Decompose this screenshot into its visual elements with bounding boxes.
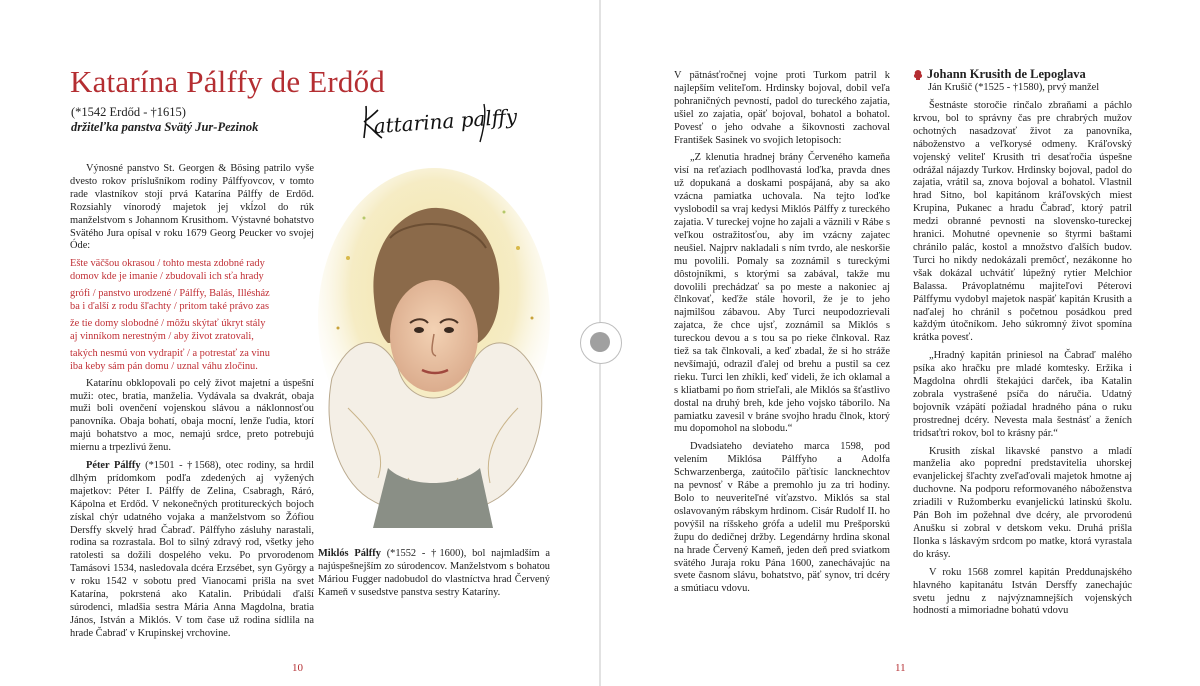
portrait-caption [318,548,550,600]
right-column-1 [674,70,890,601]
page-number-left: 10 [292,662,303,674]
poem-line: ba i ďalší z rodu šľachty / pritom také právo zas [70,301,270,313]
krusith-paragraph: Šestnáste storočie rinčalo zbraňami a páchlo krvou, bol to správny čas pre chrabrých mužov ochotných nasadzovať život za panovníka, náboženstvo a veľkorysé odmeny. Kráľovský vojenský veliteľ Krusith tri desaťročia úspešne odrážal nájazdy Turkov. Hrdinsky bojoval, padol do zajatia, vrátil sa, znova bojoval a bohatol. Vlastnil hrad Sitno, bol kapitánom kráľovských miest Krupina, Pukanec a hradu Čabraď, ktorý patril medzi obranné pevnosti na slovensko-tureckej hranici. Mohutné opevnenie so štyrmi baštami chránilo palác, kostol a množstvo ďalších budov. Turci ho nikdy nedokázali premôcť, nezákonne ho však dokázal uchvátiť lúpežný rytier Melchior Balassa. Právoplatnému majiteľovi Péterovi Pálffymu vydobyl majetok naspäť kapitán Krusith a naďalej ho chránil s početnou posádkou pred každým útočníkom. Jeho súkromný život spomína krátka povesť. [913,100,1132,344]
page-number-right: 11 [895,662,906,674]
poem-quote [70,258,314,373]
dersffy-paragraph: V roku 1568 zomrel kapitán Preddunajského hlavného kapitanátu István Dersffy zanechajúc svetu jednu z najvýznamnejších vojenských hodností a mimoriadne bohatú vdovu [913,566,1132,617]
poem-line: iba keby sám pán domu / uznal váhu zločinu. [70,360,258,372]
right-page [601,0,1200,686]
father-name: Péter Pálffy [86,460,141,472]
role-subtitle: držiteľka panstva Svätý Jur-Pezinok [71,120,259,134]
section-title: Johann Krusith de Lepoglava [927,67,1086,81]
section-subtitle: Ján Krušič (*1525 - †1580), prvý manžel [928,82,1100,93]
miklos-paragraph: V pätnásťročnej vojne proti Turkom patril k najlepším veliteľom. Hrdinsky bojoval, dobil veľa pohraničných pevností, padol do tureckého zajatia, ušiel zo zajatia, opäť bojoval, bohatol a bohatol. Povesť o jeho odvahe a šikovnosti zachoval František Sasinek vo svojich letopisoch: [674,70,890,146]
caption-name: Miklós Pálffy [318,548,381,559]
binding-ring-center [590,332,610,352]
poem-line: grófi / panstvo urodzené / Pálffy, Balás, Illésház [70,288,270,300]
poem-line: že tie domy slobodné / môžu skýtať úkryt stály [70,317,266,329]
poem-line: takých nesmú von vydrapiť / a potrestať za vinu [70,347,270,359]
family-paragraph: Katarínu obklopovali po celý život majetní a úspešní muži: otec, bratia, manželia. Vydávala sa dvakrát, obaja muži boli ovenčení vojenskou slávou a náklonnosťou panovníka. Obaja bohatí, obaja mocní, lenže ľudia, ktorí majú bohatstvo a moc, nemajú srdce, preto potrebujú miernu a trpezlivú ženu. [70,377,314,454]
dog-quote: „Hradný kapitán priniesol na Čabraď malého psíka ako hračku pre mladé komtesky. Eržika i Magdolna ohrdli štekajúci darček, iba Katalin zobrala vystrašené psíča do náručia. Udatný bojovník vzápätí požiadal hradného pána o ruku prostrednej dcéry. Nevesta mala šestnásť a ženích tridsaťtri rokov, bol to krásny pár.“ [913,350,1132,439]
father-paragraph [70,460,314,641]
father-text: (*1501 - †1568), otec rodiny, sa hrdil dlhým prídomkom podľa zdedených aj vyžených majetkov: Péter I. Pálffy de Zelina, Csabragh, Ráró, Kápolna et Erdőd. V nekonečných protitureckých bojoch získal chýr udatného vojaka a manželstvom so Žófiou Dersffy skvelý hrad Čabraď. Pálffyho zásluhy narastali, rodina sa rozrastala. Bol to silný zdravý rod, všetky jeho ratolesti sa dožili dospelého veku. Po prvorodenom Tamásovi 1534, nasledovala dcéra Erzsébet, syn György a v roku 1542 v sobotu pred Vianocami prišla na svet Katarína, pokrstená ako Katalin. Pribúdali ďalší súrodenci, mladšia sestra Mária Anna Magdolna, bratia János, István a Miklós. V tom čase už rodina sídlila na hrade Čabraď v Krupinskej vrchovine. [70,460,314,639]
poem-line: Ešte väčšou okrasou / tohto mesta zdobné rady [70,258,265,270]
caption-rest: (*1552 - †1600), bol najmladším a najúspešnejším zo súrodencov. Manželstvom s bohatou Máriou Fugger nadobudol do vlastníctva hrad Červený Kameň v susedstve panstva sestry Kataríny. [318,548,551,598]
page-title: Katarína Pálffy de Erdőd [70,64,385,99]
rab-paragraph: Dvadsiateho deviateho marca 1598, pod velením Miklósa Pálffyho a Adolfa Schwarzenberga, zaútočilo päťtisíc lancknechtov na pevnosť v Rábe a premohlo ju za tri hodiny. Bolo to neuveriteľné víťazstvo. Miklós sa stal oslavovaným rábskym hrdinom. Cisár Rudolf II. ho povýšil na ríšskeho grófa a udelil mu Prešporskú župu do dedičnej držby. Legendárny hrdina skonal na hrade Červený Kameň, jeden deň pred sviatkom svätého Juraja roku Pána 1600, zanechávajúc na svete časnom slávu, bohatstvo, päť synov, tri dcéry a smútiacu vdovu. [674,441,890,595]
life-dates: (*1542 Erdőd - †1615) [71,105,186,119]
portrait-illustration [318,178,550,528]
poem-line: aj vinníkom nerestným / aby život zratovali, [70,330,254,342]
rose-icon [912,69,924,81]
signature-image [360,98,518,144]
intro-paragraph: Výnosné panstvo St. Georgen & Bösing patrilo vyše dvesto rokov príslušníkom rodiny Pálffyovcov, v tomto rade vlastníkov stojí prvá Katarína Pálffy de Erdőd. Rozsiahly vínorodý majetok jej vkĺzol do rúk manželstvom s Johannom Krusithom. Výstavné bohatstvo Svätého Jura opísal v roku 1679 Georg Peucker vo svojej Óde: [70,163,314,252]
caption-text [318,548,550,600]
svg-text:attarina palffy: attarina palffy [372,104,518,139]
marriage-paragraph: Krusith získal likavské panstvo a mladí manželia ako poprední predstavitelia uhorskej evanjelickej šľachty zveľaďovali majetok hmotne aj duchovne. Na podporu reformovaného náboženstva zriadili v Ružomberku evanjelickú latinskú školu. Pán Boh im požehnal dve dcéry, ale prvorodenú Anušku si zobral v detskom veku. Druhá prišla Ilonka s láskavým srdcom po matke, ktorá vyrastala do krásy. [913,445,1132,560]
right-column-2 [913,100,1132,623]
sasinek-quote: „Z klenutia hradnej brány Červeného kameňa visí na reťaziach podlhovastá loďka, pravda dnes už dopukaná a doskami pospájaná, aby sa ako vzácna pamiatka uchovala. Na tejto loďke vyslobodil sa vraj kedysi Miklós Pálffy z tureckého zajatia. V tureckej vojne ho zajali a väznili v Rábe s veľkou ostražitosťou, aby im vzácny zajatec neušiel. Najprv nakladali s ním tvrdo, ale neskoršie mu povolili. Pomaly sa zoznámil s tureckými dôstojníkmi, s ktorými sa zabával, takže mu dovolili prechádzať sa po meste a nakoniec aj člnkovať, keďže stále hovoril, že je to jeho najmilšou zábavou. Aby Turci neupodozrievali zajatca, že chce ujsť, zoznámil sa Miklós s tureckou devou a s tou sa po rieke člnkoval. Raz tiež sa tak člnkovali, a keď zbadal, že si ho stráže nevšímajú, odrazil ďalej od brehu a pustil sa cez rieku. Turci len zhíkli, keď videli, že ich oklamal a s kliatbami po ňom strieľali, ale Miklós sa šťastlivo dostal na druhý breh, kde jeho vojsko táborilo. Na pamiatku zavesil v bráne svojho hradu člnok, ktorý mu dopomohol na slobodu.“ [674,152,890,435]
left-text-column [70,163,314,646]
poem-line: domov kde je imanie / zbudovali ich sťa hrady [70,271,264,283]
